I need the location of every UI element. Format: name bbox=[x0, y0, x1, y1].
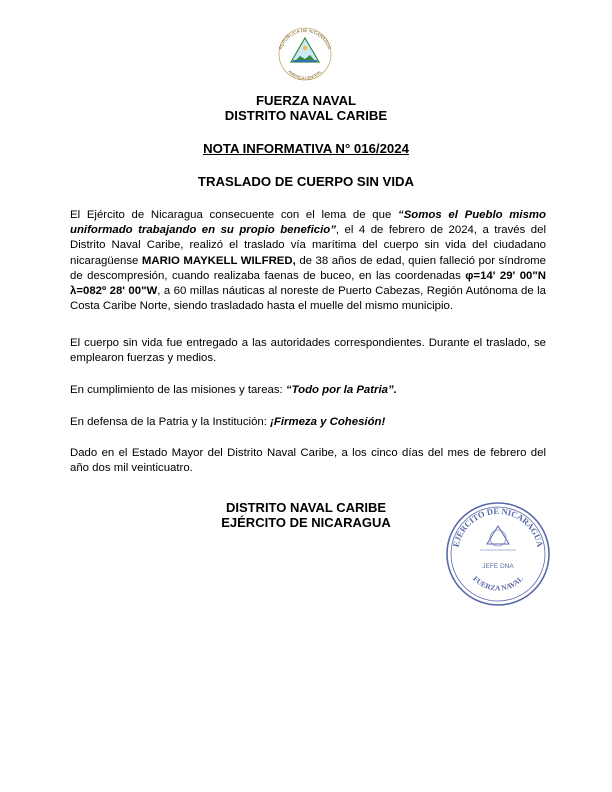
p1-person-name: MARIO MAYKELL WILFRED, bbox=[141, 254, 296, 267]
p3-motto: “Todo por la Patria”. bbox=[285, 384, 397, 396]
header-distrito-naval: DISTRITO NAVAL CARIBE bbox=[224, 108, 388, 123]
official-stamp-icon bbox=[444, 500, 552, 608]
nota-informativa-number: NOTA INFORMATIVA N° 016/2024 bbox=[203, 141, 409, 156]
paragraph-dated: Dado en el Estado Mayor del Distrito Naval Caribe, a los cinco días del mes de febrero del año dos mil veinticuatro. bbox=[70, 447, 546, 475]
svg-text:AMERICA CENTRAL bbox=[288, 68, 324, 80]
stamp-bottom-text: FUERZA NAVAL bbox=[471, 574, 525, 593]
p1-text-4: , a 60 millas náuticas al noreste de Puerto Cabezas, Región Autónoma de la Costa Caribe Norte, siendo trasladado hasta el muelle del mismo municipio. bbox=[70, 285, 547, 313]
coat-of-arms-icon bbox=[272, 26, 338, 82]
document-title: TRASLADO DE CUERPO SIN VIDA bbox=[197, 174, 415, 189]
p1-motto: “Somos el Pueblo mismo uniformado trabajando en su propio beneficio” bbox=[70, 209, 546, 237]
paragraph-defense bbox=[70, 415, 546, 430]
stamp-middle-text: JEFE DNA bbox=[482, 563, 514, 570]
svg-text:FUERZA NAVAL bbox=[471, 574, 525, 592]
p1-text-3: de 38 años de edad, quien falleció por síndrome de descompresión, cuando realizaba faenas de buceo, en las coordenadas bbox=[70, 254, 547, 282]
signature-ejercito: EJÉRCITO DE NICARAGUA bbox=[221, 515, 391, 530]
paragraph-delivery: El cuerpo sin vida fue entregado a las autoridades correspondientes. Durante el traslado, se emplearon fuerzas y medios. bbox=[70, 337, 546, 365]
p1-text-2: , el 4 de febrero de 2024, a través del Distrito Naval Caribe, realizó el traslado vía marítima del cuerpo sin vida del ciudadano nicaragüense bbox=[70, 224, 546, 267]
svg-text:EJÉRCITO DE NICARAGUA bbox=[451, 506, 546, 549]
paragraph-main bbox=[70, 208, 546, 314]
p1-text-1: El Ejército de Nicaragua consecuente con el lema de que bbox=[70, 209, 398, 221]
p4-text: En defensa de la Patria y la Institución: bbox=[70, 416, 271, 428]
p4-motto: ¡Firmeza y Cohesión! bbox=[270, 416, 386, 428]
coat-top-text: REPUBLICA DE NICARAGUA bbox=[277, 27, 333, 51]
paragraph-mission bbox=[70, 383, 546, 398]
signature-distrito: DISTRITO NAVAL CARIBE bbox=[225, 500, 387, 515]
stamp-top-text: EJÉRCITO DE NICARAGUA bbox=[450, 505, 546, 548]
p1-coordinates: φ=14' 29' 00"N λ=082º 28' 00"W bbox=[70, 269, 547, 298]
p3-text: En cumplimiento de las misiones y tareas: bbox=[70, 384, 286, 396]
coat-bottom-text: AMERICA CENTRAL bbox=[287, 68, 323, 81]
header-fuerza-naval: FUERZA NAVAL bbox=[255, 93, 357, 108]
